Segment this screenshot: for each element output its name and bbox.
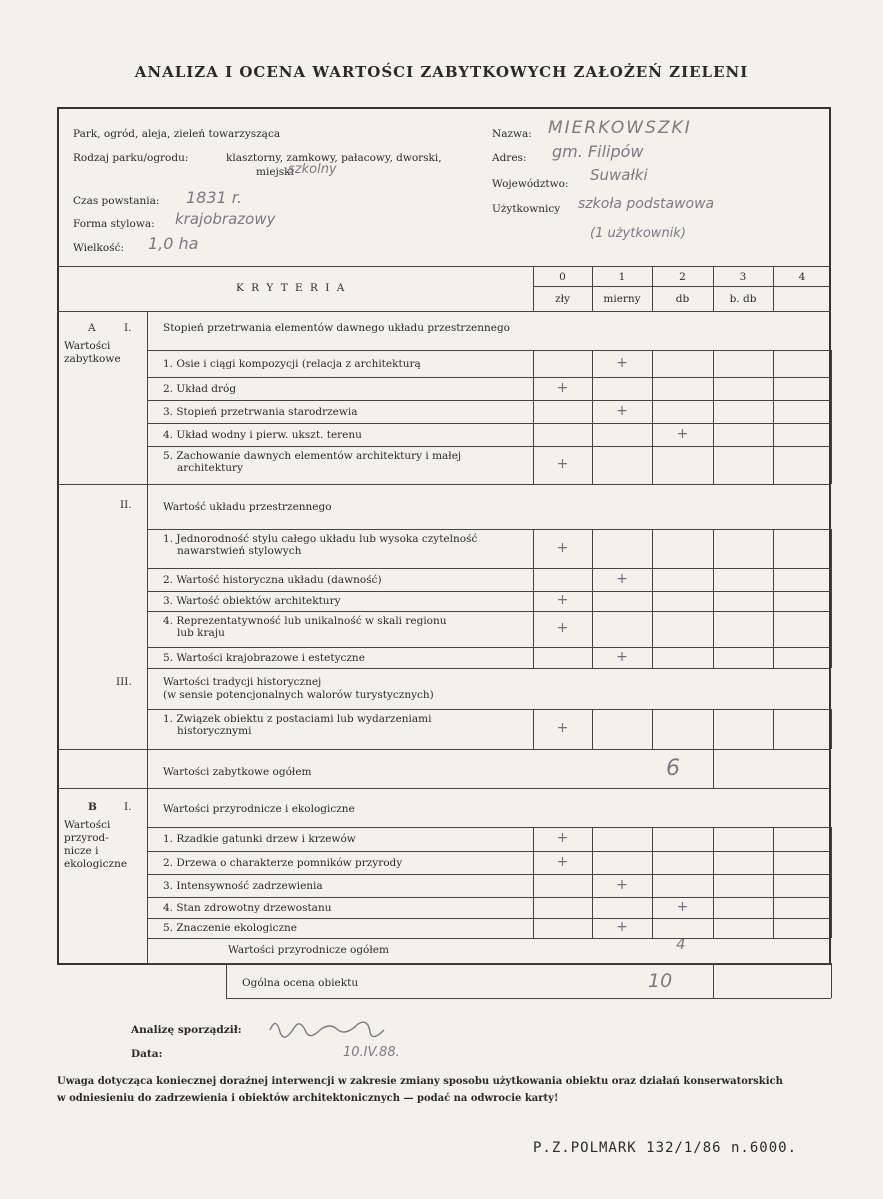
group-2-roman: II. xyxy=(120,499,132,511)
total-a-handwritten: 6 xyxy=(666,756,680,781)
grid-hline xyxy=(147,423,831,424)
grid-vline xyxy=(713,591,714,611)
grid-vline xyxy=(831,377,832,400)
rating-mark: + xyxy=(556,379,569,396)
grid-vline xyxy=(533,874,534,897)
grid-vline xyxy=(831,423,832,446)
rating-mark: + xyxy=(676,898,689,915)
grid-vline xyxy=(773,918,774,938)
grid-hline xyxy=(147,938,831,939)
grid-hline xyxy=(147,897,831,898)
criterion-label-2: lub kraju xyxy=(177,627,225,639)
grid-vline xyxy=(533,897,534,918)
grid-vline xyxy=(773,874,774,897)
grid-hline xyxy=(147,377,831,378)
grid-vline xyxy=(592,709,593,749)
footnote xyxy=(57,1073,783,1107)
section-a-code: A xyxy=(88,322,96,334)
grid-hline xyxy=(147,591,831,592)
criterion-label: 3. Stopień przetrwania starodrzewia xyxy=(163,405,358,418)
grid-vline xyxy=(652,709,653,749)
grid-vline xyxy=(831,827,832,851)
grid-vline xyxy=(592,423,593,446)
grid-vline xyxy=(592,529,593,568)
grid-vline xyxy=(592,377,593,400)
section-a-roman: I. xyxy=(124,322,132,334)
grid-hline xyxy=(147,350,831,351)
criterion-label: 5. Znaczenie ekologiczne xyxy=(163,922,298,934)
grid-vline xyxy=(713,918,714,938)
group-3-title-2: (w sensie potencjonalnych walorów turystycznych) xyxy=(163,689,434,701)
criterion-label: 2. Układ dróg xyxy=(163,382,237,395)
col-1-num: 1 xyxy=(618,271,626,283)
grid-vline xyxy=(652,529,653,568)
grid-vline xyxy=(713,749,714,788)
rodzaj-handwritten: szkolny xyxy=(288,162,337,177)
group-1-title: Stopień przetrwania elementów dawnego układu przestrzennego xyxy=(163,322,510,334)
grid-hline xyxy=(147,611,831,612)
grid-vline xyxy=(592,446,593,484)
grid-hline xyxy=(147,446,831,447)
uzytkownicy-handwritten: szkoła podstawowa xyxy=(578,196,715,212)
rating-mark: + xyxy=(616,876,628,893)
col-2-desc: db xyxy=(675,293,690,305)
grid-vline xyxy=(592,400,593,423)
grid-vline xyxy=(713,611,714,647)
rating-mark: + xyxy=(556,539,569,556)
grid-vline xyxy=(713,568,714,591)
criterion-label: 2. Drzewa o charakterze pomników przyrody xyxy=(163,856,403,869)
grid-vline xyxy=(831,591,832,611)
grid-vline xyxy=(831,350,832,377)
rating-mark: + xyxy=(616,570,628,587)
adres-handwritten: gm. Filipów xyxy=(552,142,644,161)
grid-hline xyxy=(147,484,831,485)
rating-mark: + xyxy=(556,592,569,608)
park-line: Park, ogród, aleja, zieleń towarzysząca xyxy=(73,128,281,140)
grid-vline xyxy=(713,446,714,484)
signature-scribble xyxy=(262,1010,412,1050)
grid-vline xyxy=(533,529,534,568)
grid-vline xyxy=(831,400,832,423)
grid-vline xyxy=(773,446,774,484)
czas-handwritten: 1831 r. xyxy=(186,188,242,207)
grid-vline xyxy=(533,350,534,377)
rating-mark: + xyxy=(556,456,569,472)
grid-hline xyxy=(147,827,831,828)
grid-vline xyxy=(713,874,714,897)
rating-mark: + xyxy=(676,425,689,442)
col-3-desc: b. db xyxy=(729,293,757,305)
grid-vline xyxy=(713,897,714,918)
footer-print-code: P.Z.POLMARK 132/1/86 n.6000. xyxy=(533,1140,798,1156)
wojewodztwo-handwritten: Suwałki xyxy=(590,166,648,184)
grid-vline xyxy=(773,591,774,611)
grid-vline xyxy=(713,647,714,668)
grid-vline xyxy=(533,568,534,591)
data-label: Data: xyxy=(131,1048,163,1060)
col-4-num: 4 xyxy=(798,271,806,283)
section-b-roman: I. xyxy=(124,801,132,813)
czas-label: Czas powstania: xyxy=(73,195,160,207)
data-handwritten: 10.IV.88. xyxy=(343,1045,400,1060)
grid-hline xyxy=(147,647,831,648)
grid-vline xyxy=(533,851,534,874)
grid-vline xyxy=(652,591,653,611)
total-b-handwritten: 4 xyxy=(676,935,686,953)
grid-vline xyxy=(592,350,593,377)
grid-vline xyxy=(773,568,774,591)
grid-vline xyxy=(773,897,774,918)
wojewodztwo-label: Województwo: xyxy=(492,178,569,190)
overall-label: Ogólna ocena obiektu xyxy=(242,977,359,989)
grid-hline xyxy=(147,963,831,964)
analiza-label: Analizę sporządził: xyxy=(131,1024,242,1036)
grid-vline xyxy=(773,529,774,568)
grid-vline xyxy=(831,874,832,897)
page-title: ANALIZA I OCENA WARTOŚCI ZABYTKOWYCH ZAŁOŻEŃ ZIELENI xyxy=(134,63,749,81)
criterion-label: 5. Wartości krajobrazowe i estetyczne xyxy=(163,651,365,664)
criterion-label: 3. Wartość obiektów architektury xyxy=(163,595,341,607)
group-2-title: Wartość układu przestrzennego xyxy=(163,501,332,513)
grid-vline xyxy=(592,851,593,874)
section-b-code: B xyxy=(88,801,97,813)
wielkosc-handwritten: 1,0 ha xyxy=(148,234,199,253)
col-2-num: 2 xyxy=(679,271,686,283)
grid-hline xyxy=(147,668,831,669)
group-3-roman: III. xyxy=(116,676,132,688)
grid-vline xyxy=(652,568,653,591)
grid-vline xyxy=(592,897,593,918)
overall-handwritten: 10 xyxy=(648,970,673,992)
grid-vline xyxy=(592,591,593,611)
grid-vline xyxy=(652,897,653,918)
grid-vline xyxy=(533,611,534,647)
grid-vline xyxy=(713,709,714,749)
col-1-desc: mierny xyxy=(603,293,641,305)
criterion-label: 1. Rzadkie gatunki drzew i krzewów xyxy=(163,833,356,845)
grid-vline xyxy=(713,350,714,377)
adres-label: Adres: xyxy=(492,152,527,164)
grid-hline xyxy=(147,709,831,710)
wielkosc-label: Wielkość: xyxy=(73,242,125,254)
nazwa-label: Nazwa: xyxy=(492,128,532,140)
grid-vline xyxy=(533,591,534,611)
grid-vline xyxy=(773,827,774,851)
rating-mark: + xyxy=(616,648,628,665)
grid-vline xyxy=(652,400,653,423)
section-b-name-3: nicze i xyxy=(64,845,99,857)
grid-vline xyxy=(773,400,774,423)
grid-vline xyxy=(533,647,534,668)
grid-vline xyxy=(773,350,774,377)
grid-vline xyxy=(652,423,653,446)
grid-vline xyxy=(533,400,534,423)
rodzaj-options-2: miejski xyxy=(256,166,294,178)
grid-vline xyxy=(652,446,653,484)
rating-mark: + xyxy=(616,354,628,371)
criterion-label: 4. Stan zdrowotny drzewostanu xyxy=(163,901,332,914)
total-a-label: Wartości zabytkowe ogółem xyxy=(163,766,312,778)
grid-vline xyxy=(533,446,534,484)
grid-vline xyxy=(773,423,774,446)
grid-vline xyxy=(773,709,774,749)
criterion-label: 1. Związek obiektu z postaciami lub wydarzeniami xyxy=(163,713,432,725)
grid-vline xyxy=(533,918,534,938)
grid-vline xyxy=(831,709,832,749)
grid-vline xyxy=(831,647,832,668)
grid-vline xyxy=(592,568,593,591)
grid-hline xyxy=(57,788,831,789)
uzytkownicy-label: Użytkownicy xyxy=(492,203,561,215)
grid-vline xyxy=(773,377,774,400)
rating-mark: + xyxy=(556,830,569,846)
grid-vline xyxy=(652,918,653,938)
grid-vline xyxy=(713,851,714,874)
footnote-line-1: Uwaga dotycząca koniecznej doraźnej interwencji w zakresie zmiany sposobu użytkowania obiektu oraz działań konserwatorskich xyxy=(57,1076,783,1087)
grid-vline xyxy=(652,647,653,668)
rating-mark: + xyxy=(556,720,569,736)
criterion-label: 5. Zachowanie dawnych elementów architektury i małej xyxy=(163,450,462,462)
grid-vline xyxy=(773,611,774,647)
footnote-line-2: w odniesieniu do zadrzewienia i obiektów architektonicznych — podać na odwrocie karty! xyxy=(57,1093,559,1104)
grid-vline xyxy=(831,918,832,938)
grid-hline xyxy=(57,484,147,485)
grid-vline xyxy=(592,611,593,647)
grid-vline xyxy=(831,851,832,874)
forma-label: Forma stylowa: xyxy=(73,218,155,230)
rating-mark: + xyxy=(556,853,569,870)
grid-vline xyxy=(652,851,653,874)
grid-vline xyxy=(533,827,534,851)
grid-vline xyxy=(713,377,714,400)
rating-mark: + xyxy=(616,402,628,419)
grid-vline xyxy=(652,827,653,851)
grid-hline xyxy=(147,851,831,852)
grid-vline xyxy=(831,529,832,568)
nazwa-handwritten: MIERKOWSZKI xyxy=(548,118,692,138)
criterion-label-2: nawarstwień stylowych xyxy=(177,545,302,557)
criterion-label: 4. Reprezentatywność lub unikalność w skali regionu xyxy=(163,615,447,627)
grid-vline xyxy=(773,647,774,668)
col-3-num: 3 xyxy=(739,271,747,283)
grid-vline xyxy=(831,446,832,484)
rodzaj-label: Rodzaj parku/ogrodu: xyxy=(73,152,189,164)
grid-vline xyxy=(773,851,774,874)
grid-hline xyxy=(147,568,831,569)
grid-vline xyxy=(533,709,534,749)
group-b-title: Wartości przyrodnicze i ekologiczne xyxy=(163,803,355,815)
col-0-num: 0 xyxy=(559,271,566,283)
grid-vline xyxy=(713,529,714,568)
grid-vline xyxy=(592,647,593,668)
criterion-label-2: historycznymi xyxy=(177,725,252,737)
grid-vline xyxy=(831,897,832,918)
criterion-label: 3. Intensywność zadrzewienia xyxy=(163,879,323,892)
criterion-label: 1. Jednorodność stylu całego układu lub wysoka czytelność xyxy=(163,533,478,545)
rating-mark: + xyxy=(556,620,569,636)
criterion-label: 4. Układ wodny i pierw. ukszt. terenu xyxy=(163,428,362,441)
section-b-name-1: Wartości xyxy=(64,819,111,831)
grid-vline xyxy=(592,918,593,938)
grid-vline xyxy=(652,350,653,377)
grid-vline xyxy=(652,611,653,647)
grid-hline xyxy=(147,400,831,401)
group-3-title-1: Wartości tradycji historycznej xyxy=(163,676,322,688)
rodzaj-options: klasztorny, zamkowy, pałacowy, dworski, xyxy=(226,152,442,164)
criterion-label: 2. Wartość historyczna układu (dawność) xyxy=(163,573,382,586)
grid-hline xyxy=(147,918,831,919)
section-b-name-2: przyrod- xyxy=(64,832,109,844)
grid-vline xyxy=(533,377,534,400)
criterion-label: 1. Osie i ciągi kompozycji (relacja z architekturą xyxy=(163,357,421,370)
grid-vline xyxy=(592,827,593,851)
criterion-label-2: architektury xyxy=(177,462,244,474)
grid-vline xyxy=(592,874,593,897)
uzytkownicy-handwritten-2: (1 użytkownik) xyxy=(590,226,686,241)
grid-hline xyxy=(57,749,831,750)
grid-vline xyxy=(533,423,534,446)
section-b-name-4: ekologiczne xyxy=(64,858,128,870)
grid-vline xyxy=(652,874,653,897)
grid-hline xyxy=(147,874,831,875)
grid-hline xyxy=(147,529,831,530)
grid-vline xyxy=(713,423,714,446)
total-b-label: Wartości przyrodnicze ogółem xyxy=(228,944,389,956)
kryteria-label: K R Y T E R I A xyxy=(236,282,347,294)
grid-vline xyxy=(713,400,714,423)
grid-vline xyxy=(831,568,832,591)
section-a-name-2: zabytkowe xyxy=(64,353,121,365)
grid-vline xyxy=(652,377,653,400)
section-a-name-1: Wartości xyxy=(64,340,111,352)
rating-mark: + xyxy=(616,919,628,935)
col-0-desc: zły xyxy=(555,293,570,305)
grid-vline xyxy=(713,827,714,851)
forma-handwritten: krajobrazowy xyxy=(175,210,276,228)
grid-vline xyxy=(831,611,832,647)
